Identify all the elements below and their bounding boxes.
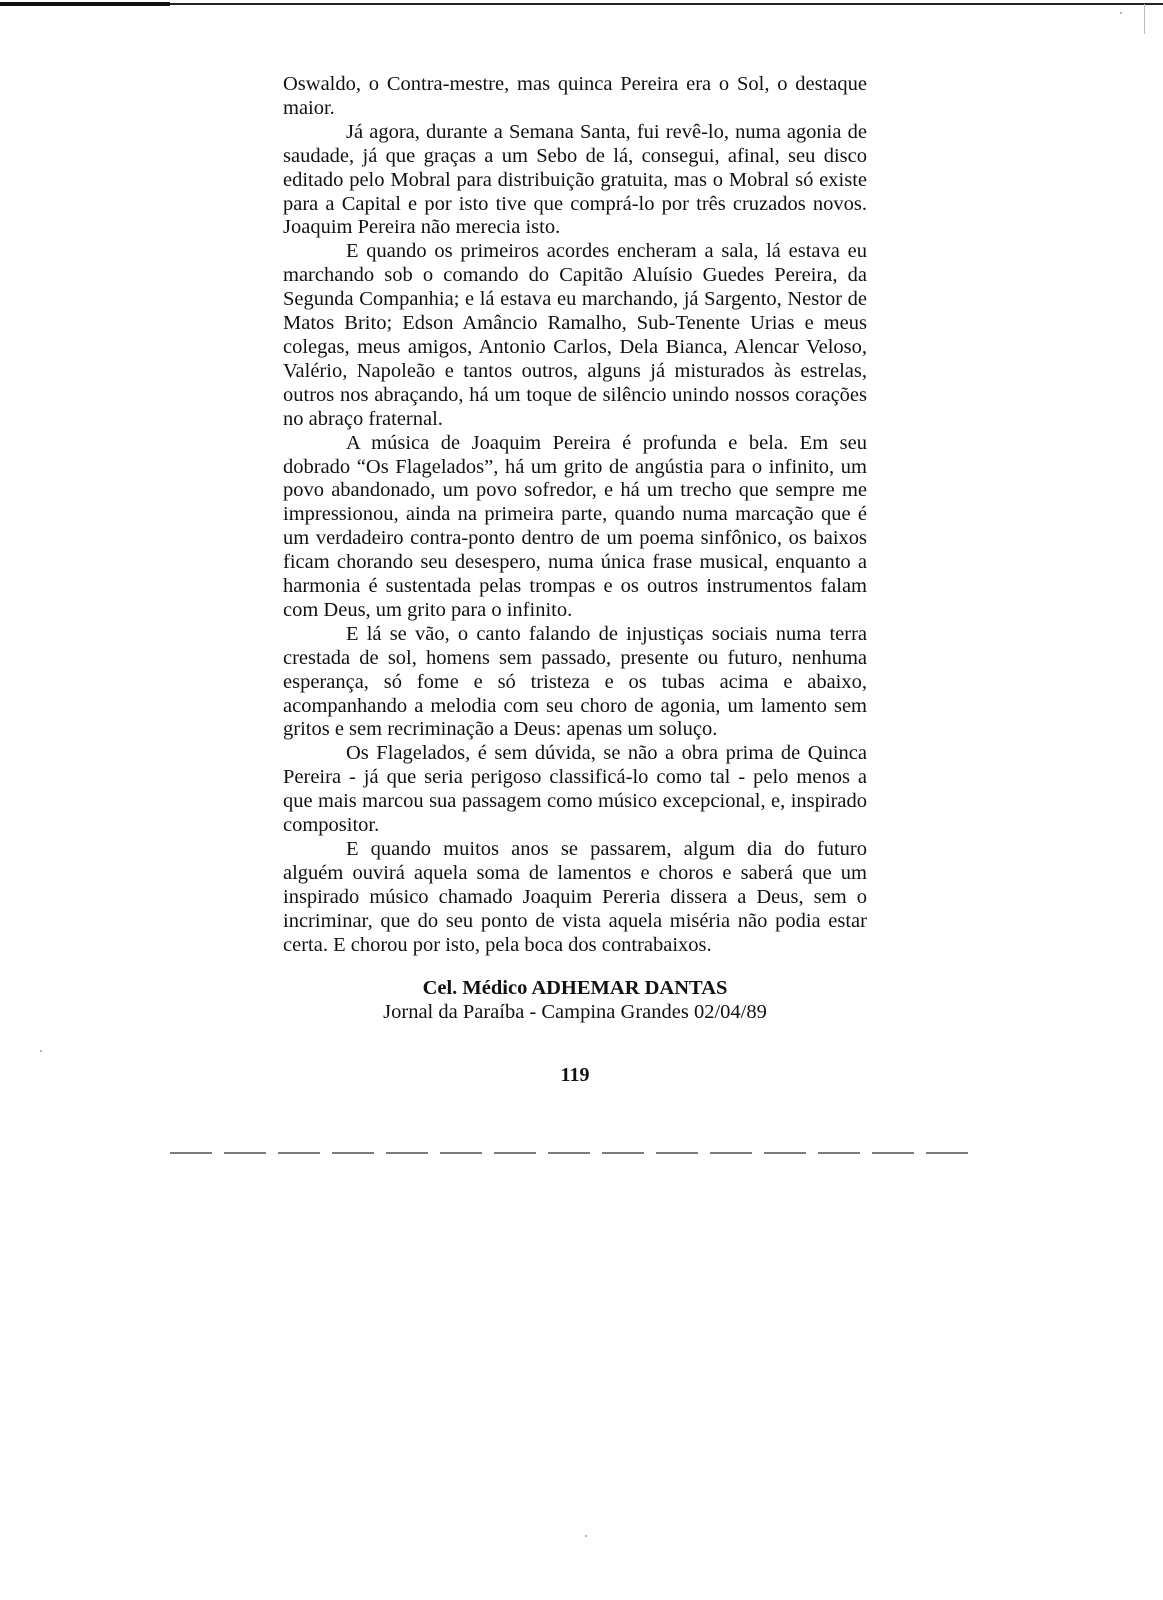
scan-edge-mark [1144,4,1145,34]
scan-speck [40,1050,42,1052]
scan-top-border-mark [0,2,170,6]
scan-speck [585,1535,587,1537]
publication-source: Jornal da Paraíba - Campina Grandes 02/04/89 [383,1001,767,1023]
paragraph: Já agora, durante a Semana Santa, fui revê-lo, numa agonia de saudade, já que graças a um Sebo de lá, consegui, afinal, seu disco editado pelo Mobral para distribuição gratuita, mas o Mobral só existe para a Capital e por isto tive que comprá-lo por três cruzados novos. Joaquim Pereira não merecia isto. [283,120,867,239]
scan-top-border [0,3,1163,5]
signature-block [283,976,867,1024]
paragraph: E quando os primeiros acordes encheram a sala, lá estava eu marchando sob o comando do Capitão Aluísio Guedes Pereira, da Segunda Companhia; e lá estava eu marchando, já Sargento, Nestor de Matos Brito; Edson Amâncio Ramalho, Sub-Tenente Urias e meus colegas, meus amigos, Antonio Carlos, Dela Bianca, Alencar Veloso, Valério, Napoleão e tantos outros, alguns já misturados às estrelas, outros nos abraçando, há um toque de silêncio unindo nossos corações no abraço fraternal. [283,240,867,430]
document-body [283,73,867,958]
scan-artifact-dashed-line [170,1152,980,1154]
paragraph: Os Flagelados, é sem dúvida, se não a obra prima de Quinca Pereira - já que seria perigoso classificá-lo como tal - pelo menos a que mais marcou sua passagem como músico excepcional, e, inspirado compositor. [283,742,867,837]
page-number: 119 [560,1064,590,1086]
author-name: Cel. Médico ADHEMAR DANTAS [422,977,728,999]
scan-speck [1120,12,1122,14]
paragraph: A música de Joaquim Pereira é profunda e bela. Em seu dobrado “Os Flagelados”, há um grito de angústia para o infinito, um povo abandonado, um povo sofredor, e há um trecho que sempre me impressionou, ainda na primeira parte, quando numa marcação que é um verdadeiro contra-ponto dentro de um poema sinfônico, os baixos ficam chorando seu desespero, numa única frase musical, enquanto a harmonia é sustentada pelas trompas e os outros instrumentos falam com Deus, um grito para o infinito. [283,431,867,621]
paragraph: E quando muitos anos se passarem, algum dia do futuro alguém ouvirá aquela soma de lamentos e choros e saberá que um inspirado músico chamado Joaquim Pereria dissera a Deus, sem o incriminar, que do seu ponto de vista aquela miséria não podia estar certa. E chorou por isto, pela boca dos contrabaixos. [283,838,867,956]
paragraph: E lá se vão, o canto falando de injustiças sociais numa terra crestada de sol, homens sem passado, presente ou futuro, nenhuma esperança, só fome e só tristeza e os tubas acima e abaixo, acompanhando a melodia com seu choro de agonia, um lamento sem gritos e sem recriminação a Deus: apenas um soluço. [283,622,867,741]
paragraph: Oswaldo, o Contra-mestre, mas quinca Pereira era o Sol, o destaque maior. [283,73,867,119]
